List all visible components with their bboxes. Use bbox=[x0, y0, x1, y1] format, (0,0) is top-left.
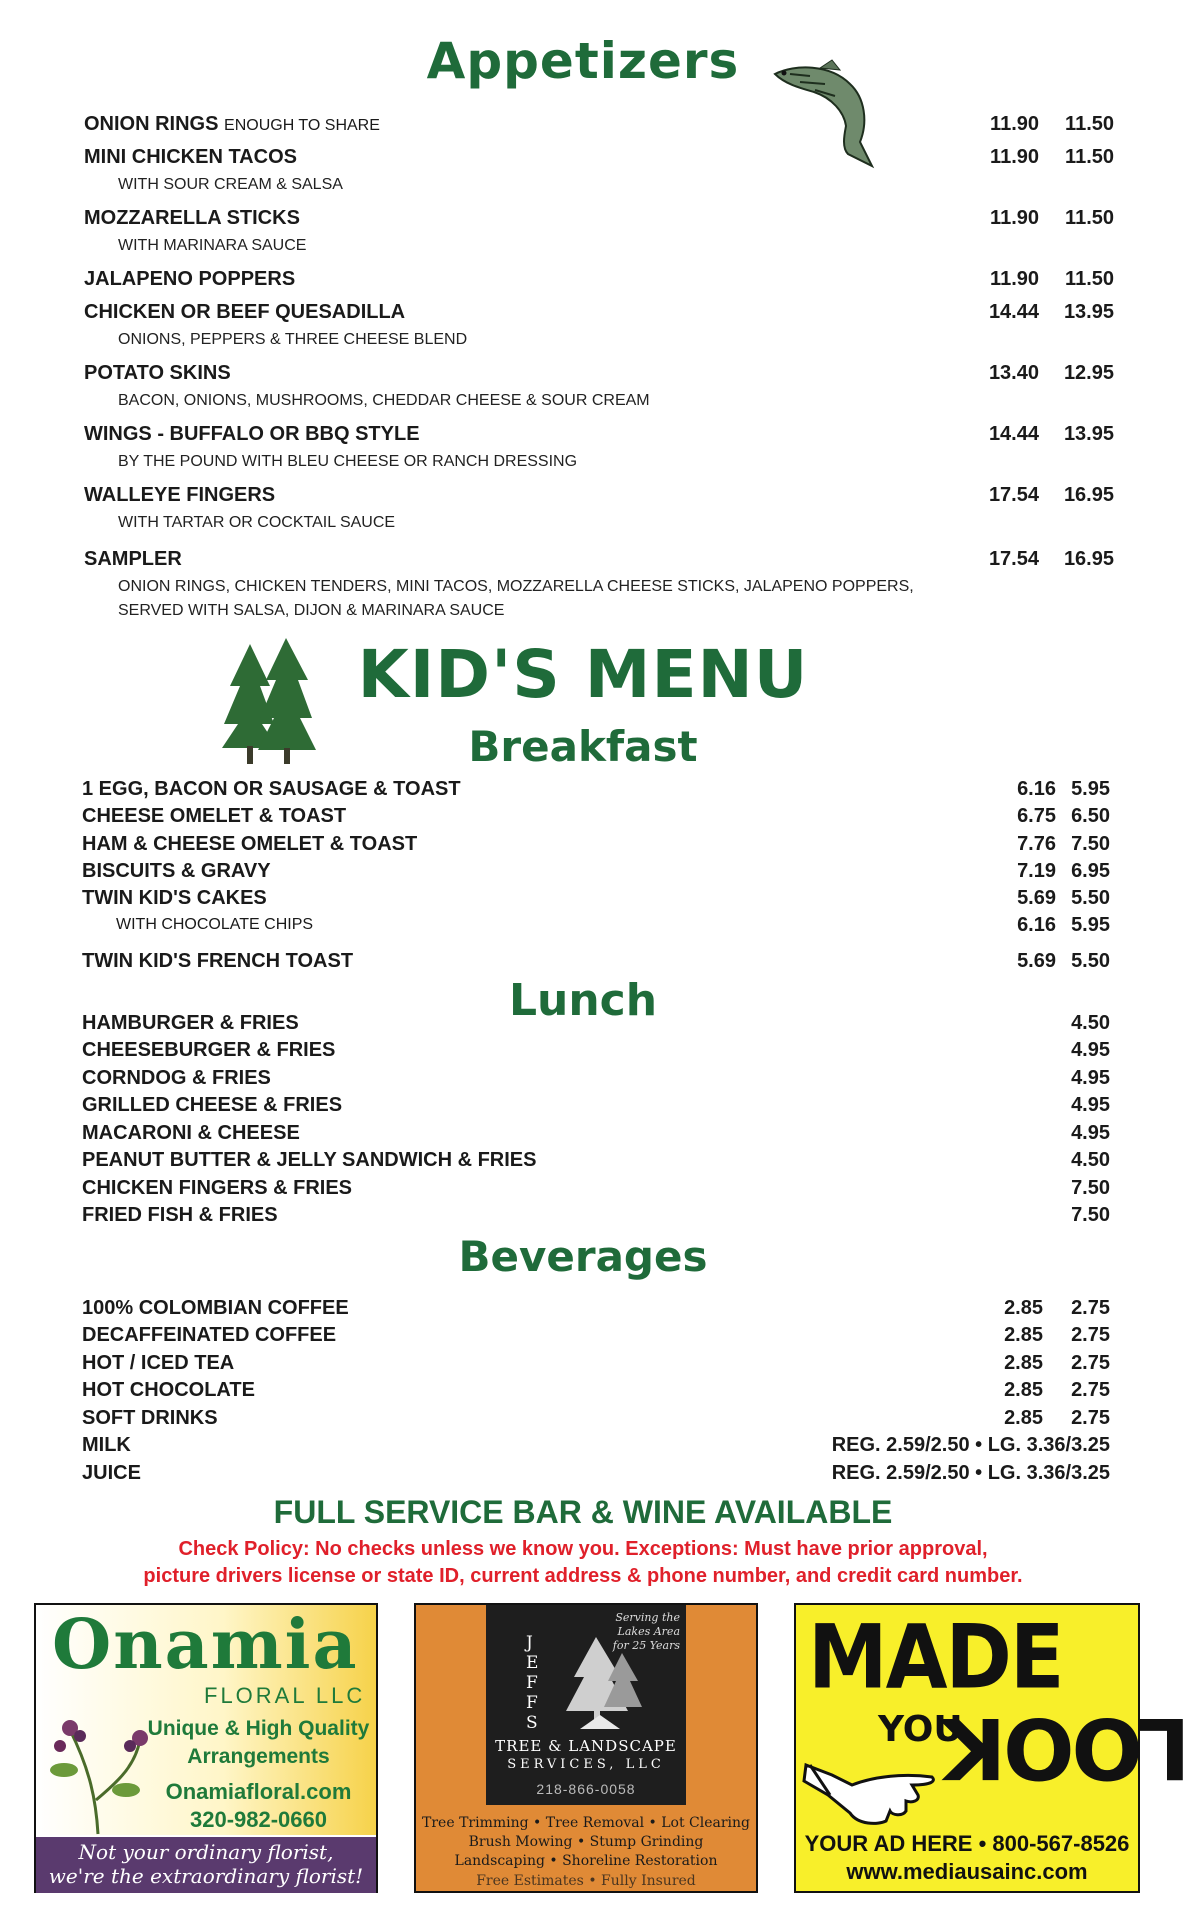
onamia-slogan-band bbox=[36, 1837, 376, 1893]
menu-item bbox=[84, 301, 1114, 327]
item-name: POTATO SKINS bbox=[84, 362, 231, 384]
price-2: 5.50 bbox=[1071, 950, 1110, 972]
item-name: MOZZARELLA STICKS bbox=[84, 207, 300, 229]
item-name: HOT / ICED TEA bbox=[82, 1352, 235, 1374]
check-policy-line1: Check Policy: No checks unless we know you. Exceptions: Must have prior approval, bbox=[178, 1538, 988, 1560]
menu-item bbox=[82, 1407, 1112, 1433]
price-1: 17.54 bbox=[988, 484, 1039, 506]
price-1: 7.19 bbox=[1017, 860, 1056, 882]
menu-item bbox=[82, 1122, 1112, 1148]
item-description: BY THE POUND WITH BLEU CHEESE OR RANCH DRESSING bbox=[118, 453, 578, 470]
price-2: 2.75 bbox=[1071, 1407, 1110, 1429]
jeffs-name: JEFFS bbox=[526, 1633, 539, 1733]
jeffs-services1: Tree Trimming • Tree Removal • Lot Clearing bbox=[422, 1815, 750, 1831]
price: 7.50 bbox=[1071, 1204, 1110, 1226]
kids-menu-title: KID'S MENU bbox=[357, 636, 809, 713]
jeffs-services2: Brush Mowing • Stump Grinding bbox=[468, 1834, 704, 1850]
item-name: CHEESE OMELET & TOAST bbox=[82, 805, 347, 827]
price-2: 2.75 bbox=[1071, 1352, 1110, 1374]
price-1: 11.90 bbox=[990, 207, 1039, 229]
price-1: 5.69 bbox=[1017, 950, 1056, 972]
price-1: 2.85 bbox=[1004, 1352, 1043, 1374]
jeffs-phone[interactable]: 218-866-0058 bbox=[536, 1781, 636, 1797]
price: 4.95 bbox=[1071, 1094, 1110, 1116]
menu-item bbox=[82, 1204, 1112, 1230]
jeffs-panel bbox=[486, 1605, 686, 1805]
onamia-floral-ad[interactable] bbox=[34, 1603, 378, 1893]
price-2: 5.95 bbox=[1071, 914, 1110, 936]
item-name: CHEESEBURGER & FRIES bbox=[82, 1039, 336, 1061]
item-name: JALAPENO POPPERS bbox=[84, 268, 296, 290]
item-name: 100% COLOMBIAN COFFEE bbox=[82, 1297, 349, 1319]
ad-cta[interactable]: YOUR AD HERE • 800-567-8526 bbox=[804, 1831, 1130, 1856]
menu-item bbox=[84, 146, 1114, 172]
menu-item bbox=[82, 805, 1112, 831]
item-description: BACON, ONIONS, MUSHROOMS, CHEDDAR CHEESE & SOUR CREAM bbox=[118, 392, 650, 409]
menu-item bbox=[82, 1297, 1112, 1323]
price-1: 5.69 bbox=[1017, 887, 1056, 909]
onamia-sub: FLORAL LLC bbox=[204, 1683, 366, 1708]
menu-item bbox=[82, 950, 1112, 976]
price-1: 2.85 bbox=[1004, 1407, 1043, 1429]
you-text: YOU bbox=[878, 1709, 963, 1750]
price-combo: REG. 2.59/2.50 • LG. 3.36/3.25 bbox=[831, 1434, 1110, 1456]
item-name: HAM & CHEESE OMELET & TOAST bbox=[82, 833, 418, 855]
pine-tree-icon bbox=[556, 1637, 646, 1733]
menu-item bbox=[84, 362, 1114, 388]
menu-item bbox=[84, 268, 1114, 294]
menu-item bbox=[82, 1039, 1112, 1065]
item-name: PEANUT BUTTER & JELLY SANDWICH & FRIES bbox=[82, 1149, 537, 1171]
item-name: HOT CHOCOLATE bbox=[82, 1379, 255, 1401]
price-1: 6.75 bbox=[1017, 805, 1056, 827]
item-name: HAMBURGER & FRIES bbox=[82, 1012, 299, 1034]
price: 4.95 bbox=[1071, 1122, 1110, 1144]
menu-item bbox=[82, 1094, 1112, 1120]
menu-item bbox=[84, 207, 1114, 233]
item-name: BISCUITS & GRAVY bbox=[82, 860, 271, 882]
price-2: 7.50 bbox=[1071, 833, 1110, 855]
price-2: 6.95 bbox=[1071, 860, 1110, 882]
jeffs-services3: Landscaping • Shoreline Restoration bbox=[454, 1853, 718, 1869]
menu-item bbox=[82, 860, 1112, 886]
onamia-tag1: Unique & High Quality bbox=[147, 1717, 370, 1740]
bar-announcement: FULL SERVICE BAR & WINE AVAILABLE bbox=[273, 1494, 893, 1530]
price-1: 2.85 bbox=[1004, 1297, 1043, 1319]
onamia-tag2: Arrangements bbox=[187, 1745, 330, 1768]
menu-item bbox=[84, 423, 1114, 449]
onamia-website[interactable]: Onamiafloral.com bbox=[165, 1779, 352, 1804]
price-1: 7.76 bbox=[1017, 833, 1056, 855]
price-1: 11.90 bbox=[990, 268, 1039, 290]
price: 4.50 bbox=[1071, 1149, 1110, 1171]
price-2: 13.95 bbox=[1063, 423, 1114, 445]
item-description: ONIONS, PEPPERS & THREE CHEESE BLEND bbox=[118, 331, 468, 348]
check-policy-line2: picture drivers license or state ID, current address & phone number, and credit card number. bbox=[143, 1565, 1023, 1587]
price-combo: REG. 2.59/2.50 • LG. 3.36/3.25 bbox=[831, 1462, 1110, 1484]
item-description: WITH TARTAR OR COCKTAIL SAUCE bbox=[118, 514, 396, 531]
onamia-name: Onamia bbox=[52, 1605, 359, 1685]
item-name: DECAFFEINATED COFFEE bbox=[82, 1324, 337, 1346]
lunch-title: Lunch bbox=[508, 975, 658, 1026]
price-2: 5.50 bbox=[1071, 887, 1110, 909]
menu-item bbox=[82, 887, 1112, 913]
item-name: TWIN KID'S CAKES bbox=[82, 887, 267, 909]
item-description: WITH MARINARA SAUCE bbox=[118, 237, 307, 254]
menu-item bbox=[82, 1434, 1112, 1460]
item-name: ONION RINGS bbox=[84, 113, 219, 135]
item-name: WITH CHOCOLATE CHIPS bbox=[116, 916, 314, 933]
price-2: 2.75 bbox=[1071, 1324, 1110, 1346]
onamia-slogan1: Not your ordinary florist, bbox=[78, 1840, 334, 1864]
item-name: FRIED FISH & FRIES bbox=[82, 1204, 278, 1226]
price-2: 11.50 bbox=[1065, 146, 1114, 168]
menu-item bbox=[84, 484, 1114, 510]
menu-item bbox=[82, 1324, 1112, 1350]
item-name: GRILLED CHEESE & FRIES bbox=[82, 1094, 343, 1116]
made-you-look-ad[interactable] bbox=[794, 1603, 1190, 1893]
item-name: WALLEYE FINGERS bbox=[84, 484, 276, 506]
flower-icon bbox=[40, 1710, 155, 1835]
ad-website[interactable]: www.mediausainc.com bbox=[846, 1859, 1088, 1884]
item-description: ONION RINGS, CHICKEN TENDERS, MINI TACOS, MOZZARELLA CHEESE STICKS, JALAPENO POPPERS, bbox=[118, 578, 914, 595]
item-name: SAMPLER bbox=[84, 548, 182, 570]
price-2: 11.50 bbox=[1065, 113, 1114, 135]
price-1: 2.85 bbox=[1004, 1379, 1043, 1401]
jeffs-serving1: Serving the bbox=[615, 1611, 680, 1624]
price: 4.95 bbox=[1071, 1067, 1110, 1089]
menu-item bbox=[84, 548, 1114, 574]
menu-item bbox=[82, 1462, 1112, 1488]
menu-item bbox=[82, 1067, 1112, 1093]
item-description: WITH SOUR CREAM & SALSA bbox=[118, 176, 343, 193]
item-name: MACARONI & CHEESE bbox=[82, 1122, 300, 1144]
price-1: 13.40 bbox=[988, 362, 1039, 384]
price-1: 14.44 bbox=[988, 423, 1039, 445]
item-name: MINI CHICKEN TACOS bbox=[84, 146, 297, 168]
price-2: 16.95 bbox=[1063, 548, 1114, 570]
price-1: 11.90 bbox=[990, 113, 1039, 135]
item-name: CHICKEN OR BEEF QUESADILLA bbox=[84, 301, 406, 323]
made-text: MADE bbox=[808, 1606, 1063, 1709]
price-2: 13.95 bbox=[1063, 301, 1114, 323]
onamia-slogan2: we're the extraordinary florist! bbox=[48, 1864, 364, 1888]
menu-item bbox=[82, 1177, 1112, 1203]
price-1: 14.44 bbox=[988, 301, 1039, 323]
price: 7.50 bbox=[1071, 1177, 1110, 1199]
price-1: 6.16 bbox=[1017, 778, 1056, 800]
price: 4.50 bbox=[1071, 1012, 1110, 1034]
menu-item bbox=[82, 778, 1112, 804]
price-2: 6.50 bbox=[1071, 805, 1110, 827]
menu-item bbox=[82, 1012, 1112, 1038]
onamia-phone[interactable]: 320-982-0660 bbox=[189, 1807, 327, 1832]
jeffs-line2: SERVICES, LLC bbox=[507, 1757, 665, 1772]
jeffs-serving2: Lakes Area bbox=[617, 1625, 680, 1638]
price-2: 2.75 bbox=[1071, 1379, 1110, 1401]
price-1: 2.85 bbox=[1004, 1324, 1043, 1346]
menu-item bbox=[84, 113, 1114, 139]
item-name: SOFT DRINKS bbox=[82, 1407, 218, 1429]
menu-item bbox=[82, 1352, 1112, 1378]
price-2: 12.95 bbox=[1063, 362, 1114, 384]
item-name: CHICKEN FINGERS & FRIES bbox=[82, 1177, 353, 1199]
appetizers-title: Appetizers bbox=[426, 32, 740, 90]
menu-item bbox=[82, 914, 1112, 940]
item-name: CORNDOG & FRIES bbox=[82, 1067, 271, 1089]
jeffs-line1: TREE & LANDSCAPE bbox=[495, 1737, 677, 1755]
beverages-title: Beverages bbox=[458, 1232, 708, 1281]
price: 4.95 bbox=[1071, 1039, 1110, 1061]
jeffs-services4: Free Estimates • Fully Insured bbox=[476, 1873, 696, 1889]
menu-item bbox=[82, 1149, 1112, 1175]
menu-item bbox=[82, 1379, 1112, 1405]
price-2: 5.95 bbox=[1071, 778, 1110, 800]
pointing-hand-icon bbox=[802, 1755, 942, 1835]
look-text: LOOK bbox=[944, 1699, 1190, 1797]
item-description-line2: SERVED WITH SALSA, DIJON & MARINARA SAUCE bbox=[118, 602, 505, 619]
price-1: 17.54 bbox=[988, 548, 1039, 570]
price-2: 11.50 bbox=[1065, 207, 1114, 229]
price-2: 11.50 bbox=[1065, 268, 1114, 290]
menu-item bbox=[82, 833, 1112, 859]
breakfast-title: Breakfast bbox=[468, 722, 698, 771]
price-2: 16.95 bbox=[1063, 484, 1114, 506]
item-name: WINGS - BUFFALO OR BBQ STYLE bbox=[84, 423, 420, 445]
jeffs-serving3: for 25 Years bbox=[612, 1639, 680, 1652]
item-name: 1 EGG, BACON OR SAUSAGE & TOAST bbox=[82, 778, 461, 800]
item-name: JUICE bbox=[82, 1462, 141, 1484]
item-suffix: ENOUGH TO SHARE bbox=[224, 117, 380, 134]
price-2: 2.75 bbox=[1071, 1297, 1110, 1319]
item-name: TWIN KID'S FRENCH TOAST bbox=[82, 950, 354, 972]
item-name: MILK bbox=[82, 1434, 131, 1456]
price-1: 11.90 bbox=[990, 146, 1039, 168]
jeffs-tree-ad[interactable] bbox=[414, 1603, 758, 1893]
price-1: 6.16 bbox=[1017, 914, 1056, 936]
